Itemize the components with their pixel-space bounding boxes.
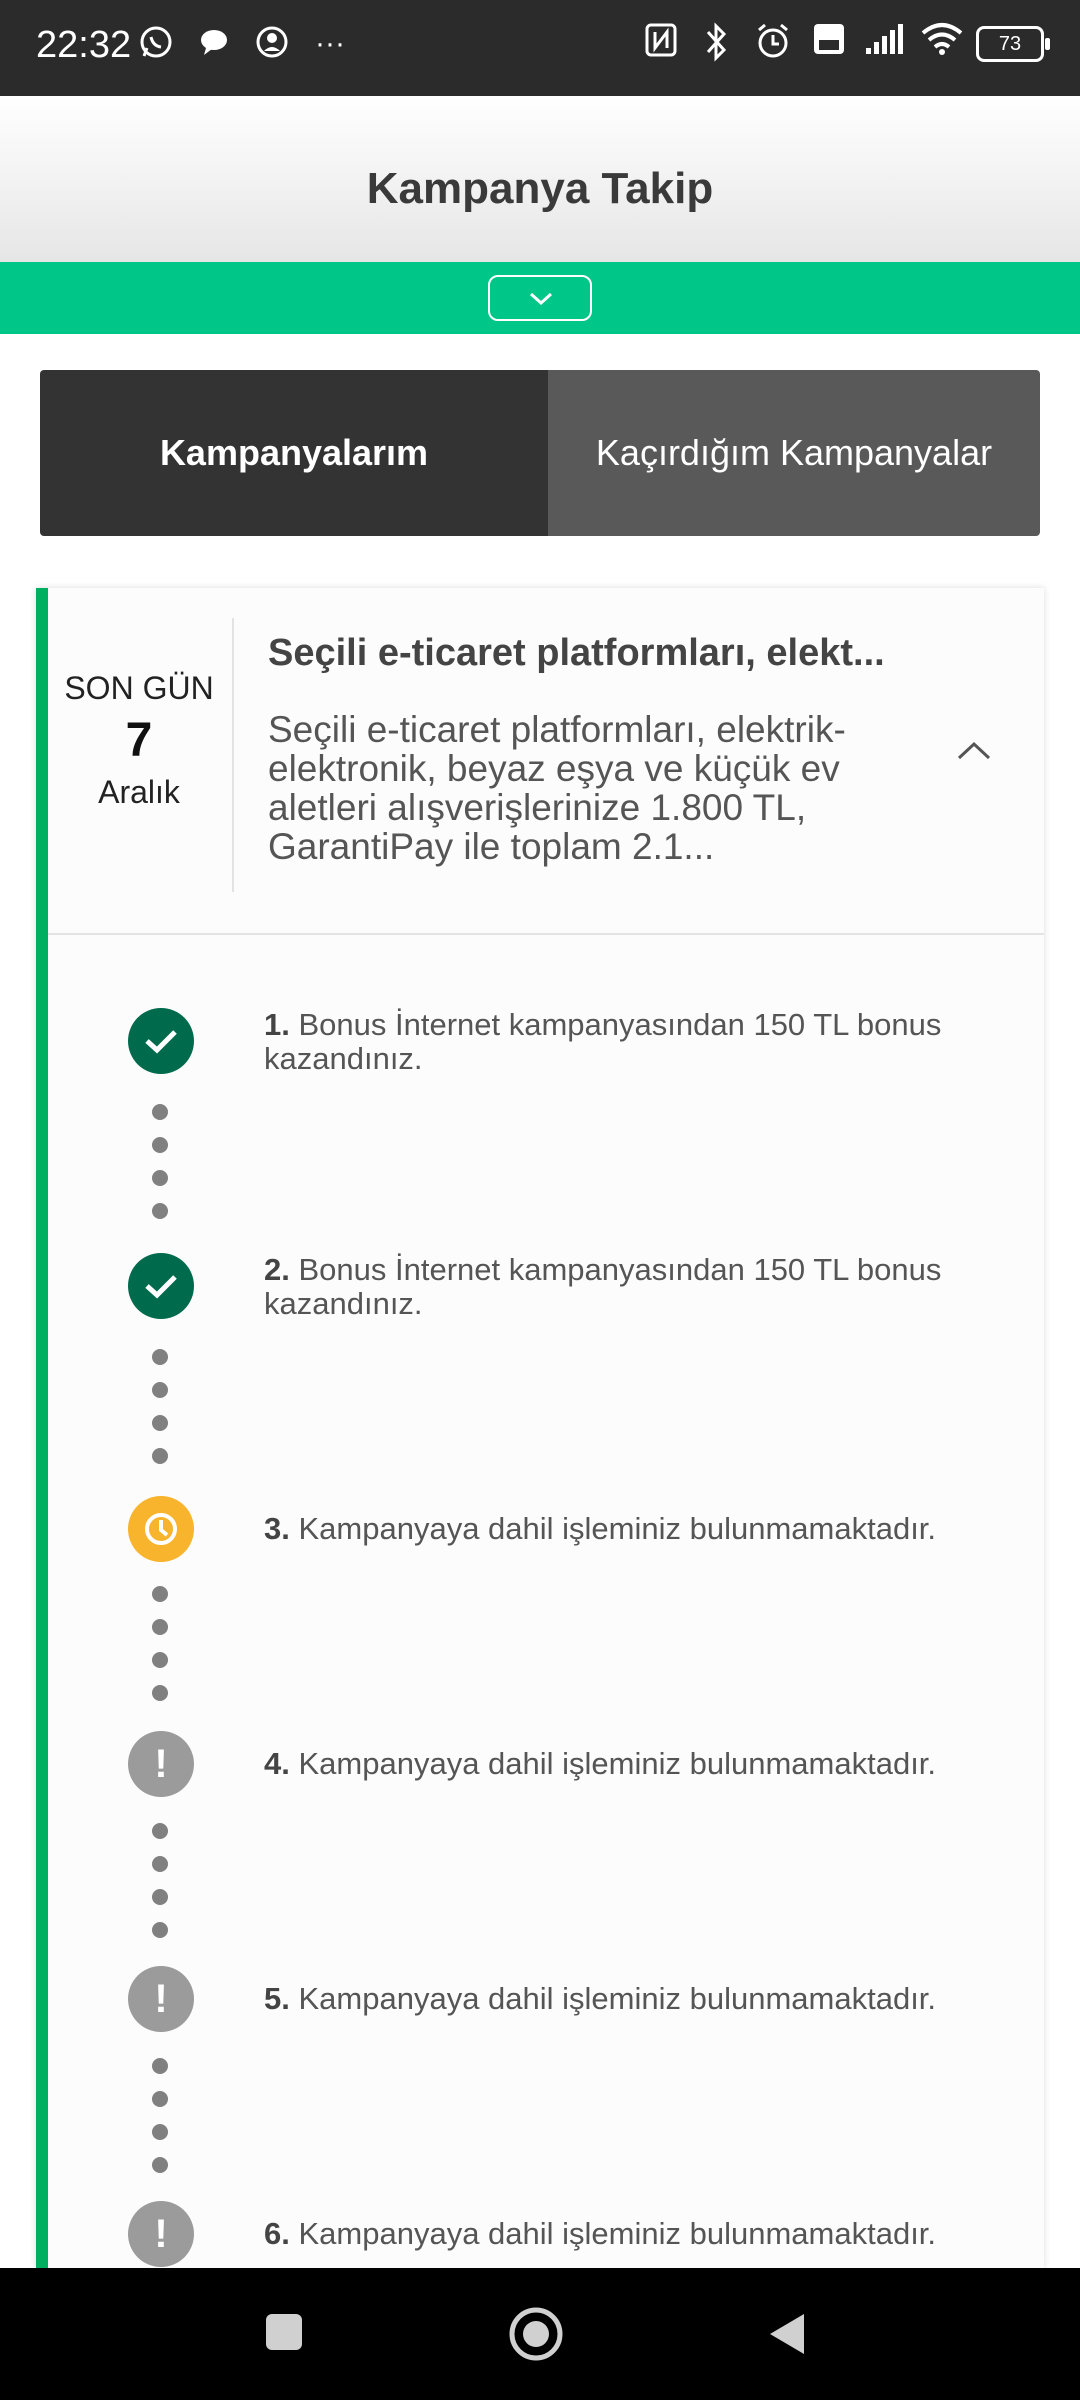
step-text: Kampanyaya dahil işleminiz bulunmamaktadır. xyxy=(298,1511,937,1546)
battery-icon: 73 xyxy=(976,26,1044,62)
campaign-description: Seçili e-ticaret platformları, elektrik-elektronik, beyaz eşya ve küçük ev aletleri alışverişlerinize 1.800 TL, GarantiPay ile toplam 2.1... xyxy=(268,709,846,867)
tab-missed-campaigns[interactable]: Kaçırdığım Kampanyalar xyxy=(548,370,1040,536)
page-header xyxy=(0,96,1080,262)
step-connector xyxy=(152,2058,170,2190)
step-connector xyxy=(152,1104,170,1236)
warning-icon: ! xyxy=(128,1966,194,2032)
signal-icon xyxy=(864,22,906,66)
warning-icon: ! xyxy=(128,2201,194,2267)
vertical-divider xyxy=(232,618,234,892)
step-item xyxy=(264,2217,1044,2251)
step-text: Kampanyaya dahil işleminiz bulunmamaktadır. xyxy=(298,2216,937,2251)
step-item xyxy=(264,1747,1044,1781)
step-number: 1. xyxy=(264,1007,290,1042)
step-text: Bonus İnternet kampanyasından 150 TL bonus kazandınız. xyxy=(264,1007,942,1076)
step-item xyxy=(264,1512,1044,1546)
horizontal-divider xyxy=(48,933,1044,935)
clock-icon xyxy=(128,1496,194,1562)
whatsapp-icon xyxy=(136,24,176,64)
step-number: 3. xyxy=(264,1511,290,1546)
chat-bubble-icon xyxy=(194,24,234,64)
step-text: Kampanyaya dahil işleminiz bulunmamaktadır. xyxy=(298,1981,937,2016)
volte-icon xyxy=(808,22,850,66)
alarm-icon xyxy=(752,22,794,66)
bluetooth-icon xyxy=(696,22,738,66)
campaign-tabs xyxy=(40,370,1040,536)
step-text: Bonus İnternet kampanyasından 150 TL bonus kazandınız. xyxy=(264,1252,942,1321)
wifi-icon xyxy=(920,22,962,66)
status-time: 22:32 xyxy=(36,24,132,66)
recents-button[interactable] xyxy=(264,2312,304,2357)
step-number: 2. xyxy=(264,1252,290,1287)
back-button[interactable] xyxy=(764,2310,808,2363)
step-number: 5. xyxy=(264,1981,290,2016)
step-connector xyxy=(152,1349,170,1481)
step-item xyxy=(264,1982,1044,2016)
warning-icon: ! xyxy=(128,1731,194,1797)
check-icon xyxy=(128,1253,194,1319)
campaign-card xyxy=(36,588,1044,2268)
expand-toggle-button[interactable] xyxy=(488,275,592,321)
more-notifications-icon: ··· xyxy=(315,27,345,60)
step-connector xyxy=(152,1586,170,1718)
deadline-label: SON GÜN xyxy=(64,670,214,706)
step-number: 6. xyxy=(264,2216,290,2251)
deadline-box xyxy=(48,618,230,811)
chevron-down-icon xyxy=(526,289,556,309)
nfc-icon xyxy=(640,22,682,66)
page-title: Kampanya Takip xyxy=(366,164,714,213)
campaign-title[interactable]: Seçili e-ticaret platformları, elekt... xyxy=(268,632,885,674)
system-nav-bar xyxy=(0,2268,1080,2400)
check-icon xyxy=(128,1008,194,1074)
home-button[interactable] xyxy=(508,2306,564,2367)
step-item xyxy=(264,1253,1044,1321)
step-number: 4. xyxy=(264,1746,290,1781)
status-bar xyxy=(0,0,1080,96)
tab-my-campaigns[interactable]: Kampanyalarım xyxy=(40,370,548,536)
app-notification-icon xyxy=(252,24,292,64)
deadline-day: 7 xyxy=(125,714,153,767)
step-text: Kampanyaya dahil işleminiz bulunmamaktadır. xyxy=(298,1746,937,1781)
step-connector xyxy=(152,1823,170,1955)
chevron-up-icon[interactable] xyxy=(954,738,994,767)
deadline-month: Aralık xyxy=(98,774,180,810)
step-item xyxy=(264,1008,1044,1076)
